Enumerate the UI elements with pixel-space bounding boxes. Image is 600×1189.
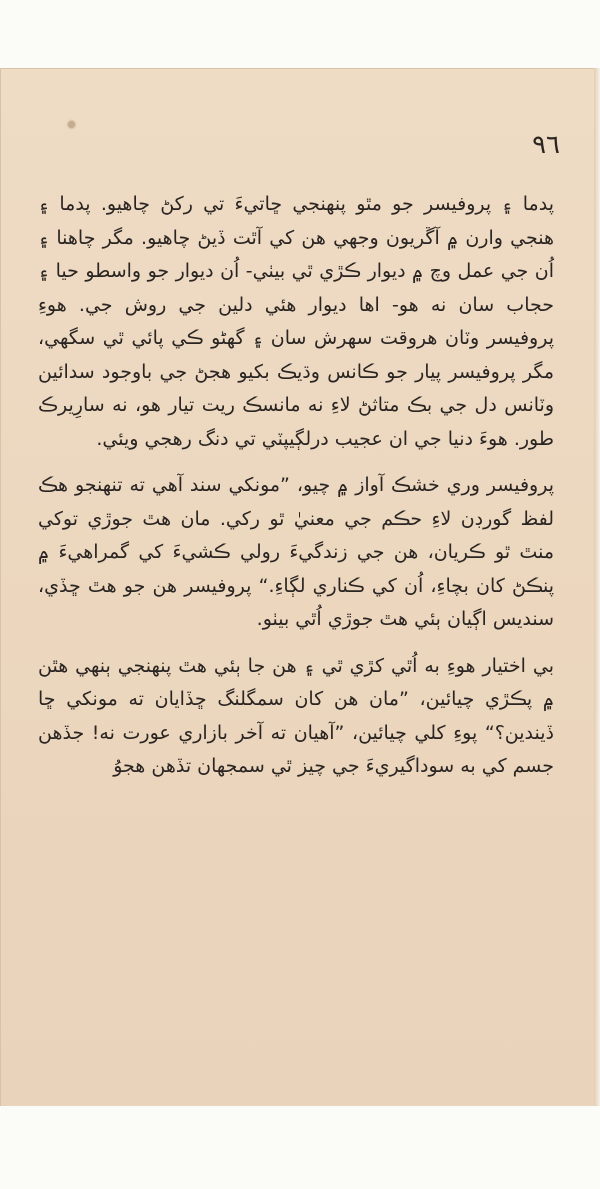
pin-hole-mark — [68, 121, 75, 128]
paragraph-2: پروفيسر وري خشڪ آواز ۾ چيو، ”مونکي سند آهي ته تنهنجو هڪ لفظ گورڊن لاءِ حڪم جي معنيٰ ٿو رکي. مان هٿ جوڙي توکي منٿ ٿو ڪريان، هن جي زندگيءَ رولي ڪشيءَ کي گمراهيءَ ۾ پنڪڻ کان بچاءِ، اُن کي ڪناري لڳاءِ.“ پروفيسر هن جو هٿ ڇڏي، سنديس اڳيان ٻئي هٿ جوڙي اُٿي بيٺو. — [38, 474, 554, 630]
page-number: ٩٦ — [532, 130, 560, 160]
body-text — [38, 188, 554, 784]
page-edge — [594, 68, 600, 1106]
paragraph-3: بي اختيار هوءِ به اُٿي کڙي ٿي ۽ هن جا ٻئي هٿ پنهنجي ٻنهي هٿن ۾ پڪڙي چيائين، ”مان هن کان سمگلنگ ڇڏايان ته مونکي ڇا ڏيندين؟“ پوءِ کلي چيائين، ”آهيان ته آخر بازاري عورت نه! جڏهن جسم کي به سوداگيريءَ جي چيز ٿي سمجهان تڏهن هجوُ — [38, 654, 554, 777]
paragraph-1: پدما ۽ پروفيسر جو مٿو پنهنجي ڇاتيءَ تي رکڻ چاهيو. پدما ۽ هنجي وارن ۾ آڱريون وجهي هن کي آٿت ڏيڻ چاهيو. مگر چاهنا ۽ اُن جي عمل وچ ۾ ديوار ڪڙي ٿي بيٺي- اُن ديوار جو واسطو حيا ۽ حجاب سان نه هو- اها ديوار هئي دلين جي روش جي. هوءِ پروفيسر وٽان هروقت سهرش سان ۽ گهڻو ڪي پائي ٿي سگهي، مگر پروفيسر پيار جو ڪانس وڌيڪ بکيو هجڻ جي باوجود سدائين وٽانس دل جي بڪ متاثڻ لاءِ نه مانسڪ ريت تيار هو، نه سارِيرڪ طور. هوءَ دنيا جي ان عجيب درلڳيپٽي تي دنگ رهجي ويئي. — [38, 193, 554, 450]
